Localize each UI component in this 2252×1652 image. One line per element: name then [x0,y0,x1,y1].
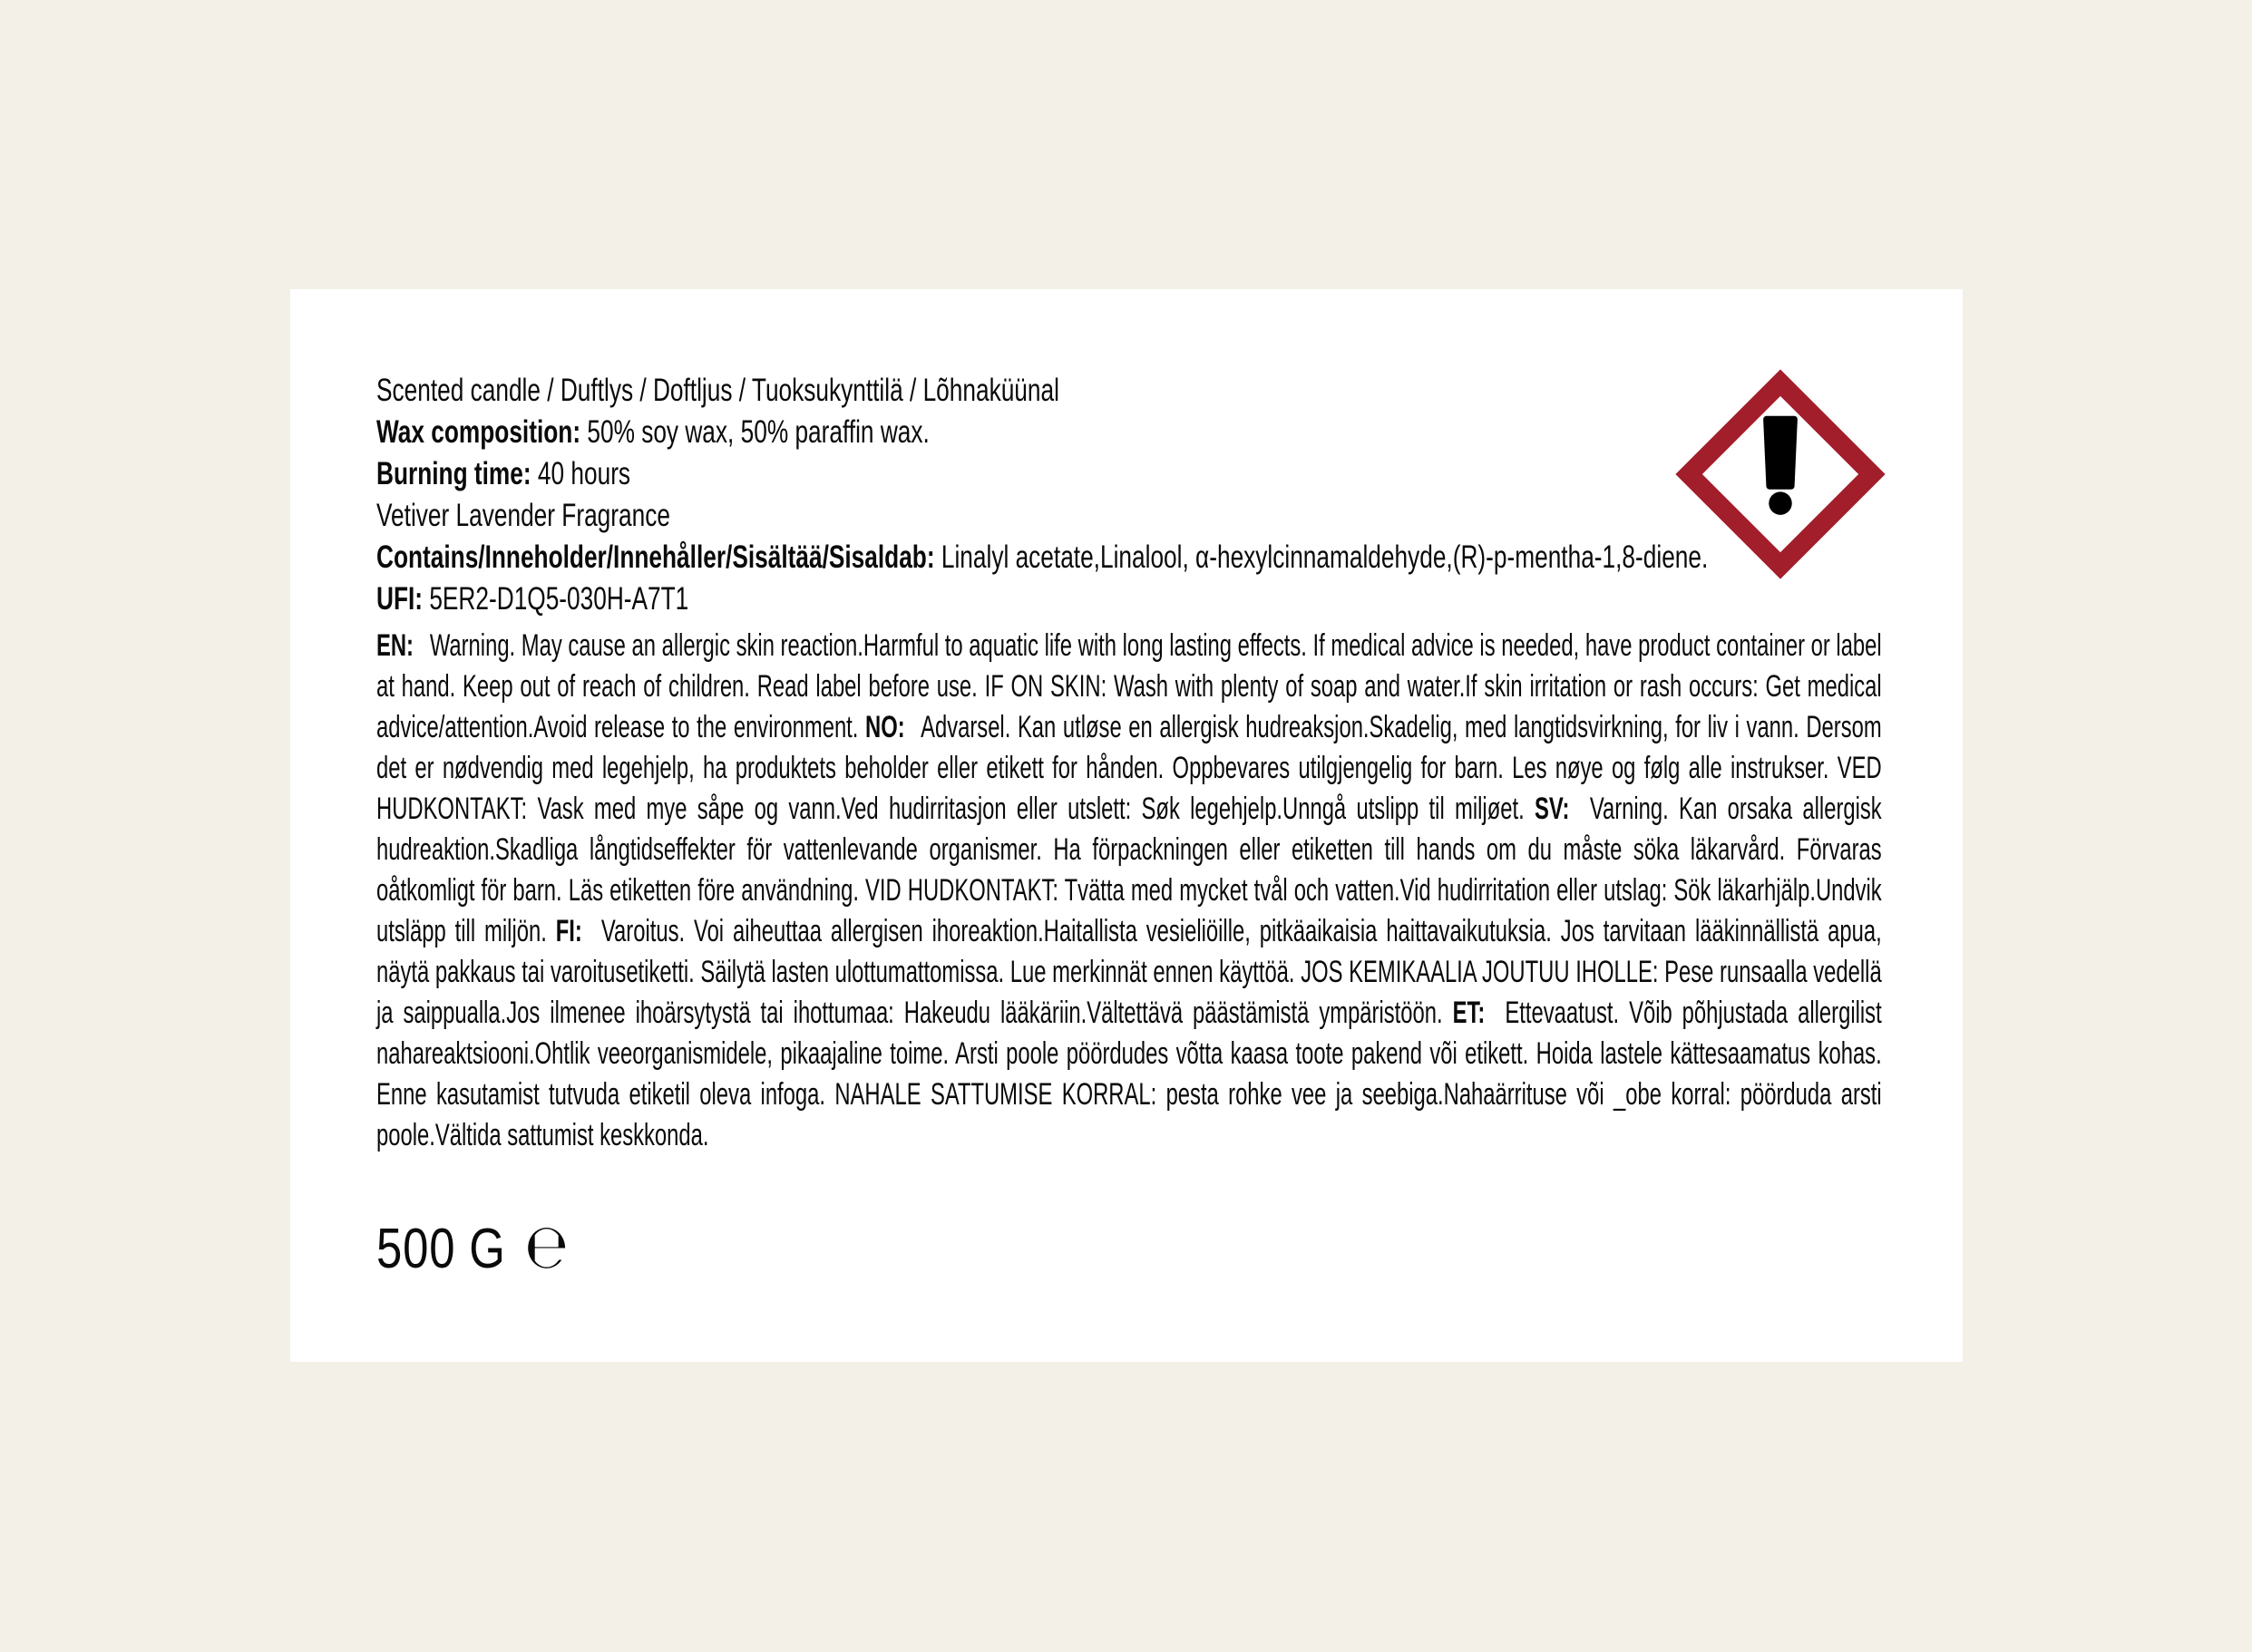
ufi-label: UFI: [376,581,424,617]
burning-time-label: Burning time: [376,456,531,491]
burning-time-line [376,453,1883,495]
wax-composition-value: 50% soy wax, 50% paraffin wax. [580,414,930,450]
warning-text-sv: Varning. Kan orsaka allergisk hudreaktion.Skadliga långtidseffekter för vattenlevande organismer. Ha förpackningen eller etiketten till hands om du måste söka läkarvård. Förvaras oåtkomligt för barn. Läs etiketten före användning. VID HUDKONTAKT: Tvätta med mycket tvål och vatten.Vid hudirritation eller utslag: Sök läkarhjälp.Undvik utsläpp till miljön. [376,792,1882,948]
warning-lang-en: EN: [376,628,414,663]
warning-text-et: Ettevaatust. Võib põhjustada allergilist nahareaktsiooni.Ohtlik veeorganismidele, pikaajaline toime. Arsti poole pöördudes võtta kaasa toote pakend või etikett. Hoida lastele kättesaamatus kohas. Enne kasutamist tutvuda etiketil oleva infoga. NAHALE SATTUMISE KORRAL: pesta rohke vee ja seebiga.Nahaärrituse või _obe korral: pöörduda arsti poole.Vältida sattumist keskkonda. [376,996,1882,1152]
contains-label: Contains/Inneholder/Innehåller/Sisältää/Sisaldab: [376,539,935,575]
warning-lang-no: NO: [865,710,905,744]
burning-time-value: 40 hours [531,456,631,491]
warning-text-no: Advarsel. Kan utløse en allergisk hudreaksjon.Skadelig, med langtidsvirkning, for liv i vann. Dersom det er nødvendig med legehjelp, ha produktets beholder eller etikett for hånden. Oppbevares utilgjengelig for barn. Les nøye og følg alle instrukser. VED HUDKONTAKT: Vask med mye såpe og vann.Ved hudirritasjon eller utslett: Søk legehjelp.Unngå utslipp til miljøet. [376,710,1882,826]
fragrance-line: Vetiver Lavender Fragrance [376,498,670,533]
product-name-line: Scented candle / Duftlys / Doftljus / Tuoksukynttilä / Lõhnaküünal [376,373,1059,408]
ufi-line [376,578,1883,620]
hazard-warnings-paragraph [376,626,1882,1156]
warning-lang-sv: SV: [1535,792,1570,826]
warning-lang-et: ET: [1452,996,1486,1030]
contains-line [376,537,1883,578]
net-weight-value: 500 G [376,1218,506,1280]
warning-text-fi: Varoitus. Voi aiheuttaa allergisen ihoreaktion.Haitallista vesieliöille, pitkäaikaisia haittavaikutuksia. Jos tarvitaan lääkinnällistä apua, näytä pakkaus tai varoitusetiketti. Säilytä lasten ulottumattomissa. Lue merkinnät ennen käyttöä. JOS KEMIKAALIA JOUTUU IHOLLE: Pese runsaalla vedellä ja saippualla.Jos ilmenee ihoärsytystä tai ihottumaa: Hakeudu lääkäriin.Vältettävä päästämistä ympäristöön. [376,914,1882,1030]
contains-value: Linalyl acetate,Linalool, α-hexylcinnamaldehyde,(R)-p-mentha-1,8-diene. [934,539,1709,575]
wax-composition-label: Wax composition: [376,414,581,450]
ufi-value: 5ER2-D1Q5-030H-A7T1 [423,581,689,617]
product-info-block [376,370,1883,620]
warning-text-en: Warning. May cause an allergic skin reaction.Harmful to aquatic life with long lasting effects. If medical advice is needed, have product container or label at hand. Keep out of reach of children. Read label before use. IF ON SKIN: Wash with plenty of soap and water.If skin irritation or rash occurs: Get medical advice/attention.Avoid release to the environment. [376,628,1882,744]
warning-lang-fi: FI: [555,914,582,948]
wax-composition-line [376,412,1883,453]
estimated-sign: ℮ [524,1211,570,1283]
candle-safety-label [290,289,1963,1362]
net-weight-block [376,1211,1269,1283]
